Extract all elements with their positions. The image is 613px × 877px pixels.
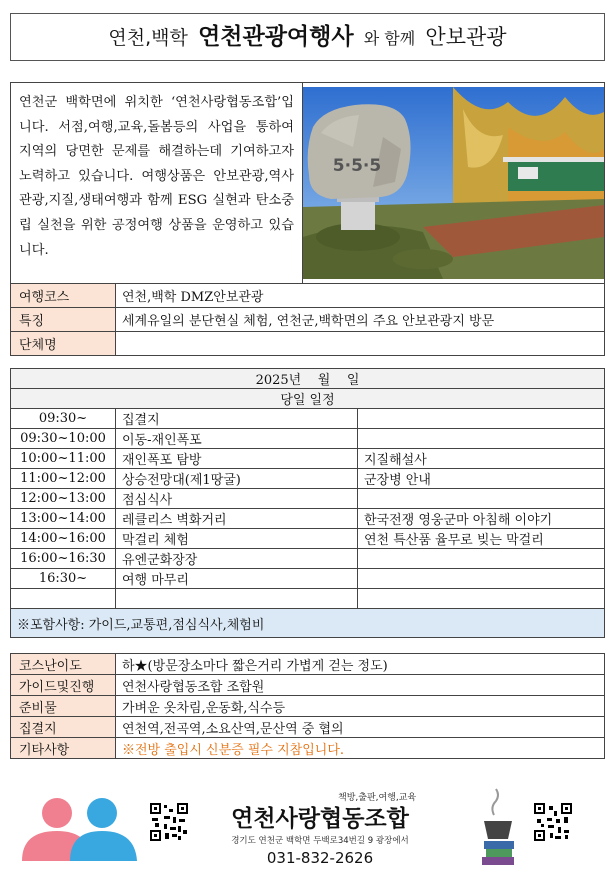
row-activity: 유엔군화장장 (116, 549, 358, 569)
title-brand: 연천관광여행사 (198, 24, 354, 50)
title-part1: 연천,백학 (108, 27, 188, 49)
row-time: 14:00~16:00 (11, 529, 116, 549)
row-activity: 이동-재인폭포 (116, 429, 358, 449)
row-activity: 여행 마무리 (116, 569, 358, 589)
people-logo-icon (22, 798, 137, 861)
row-note: 연천 특산품 율무로 빚는 막걸리 (358, 529, 605, 549)
detail-value-supplies: 가벼운 옷차림,운동화,식수등 (116, 696, 605, 717)
row-note (358, 549, 605, 569)
info-value-course: 연천,백학 DMZ안보관광 (116, 284, 605, 308)
schedule-includes: ※포함사항: 가이드,교통편,점심식사,체험비 (11, 609, 605, 638)
footer-phone: 031-832-2626 (266, 849, 374, 867)
detail-label-meeting: 집결지 (11, 717, 116, 738)
table-row (11, 489, 605, 509)
table-row (11, 429, 605, 449)
table-row (11, 409, 605, 429)
row-time: 11:00~12:00 (11, 469, 116, 489)
row-note (358, 409, 605, 429)
info-label-course: 여행코스 (11, 284, 116, 308)
detail-label-etc: 기타사항 (11, 738, 116, 759)
title-part3: 안보관광 (425, 25, 507, 49)
row-time: 10:00~11:00 (11, 449, 116, 469)
row-note (358, 429, 605, 449)
row-note: 한국전쟁 영웅군마 아침해 이야기 (358, 509, 605, 529)
row-time: 16:00~16:30 (11, 549, 116, 569)
table-row (11, 509, 605, 529)
schedule-table (10, 368, 605, 638)
table-row (11, 549, 605, 569)
row-time: 13:00~14:00 (11, 509, 116, 529)
qr-code-icon (150, 803, 188, 841)
row-note: 지질해설사 (358, 449, 605, 469)
detail-value-etc: ※전방 출입시 신분증 필수 지참입니다. (116, 738, 605, 759)
row-activity: 집결지 (116, 409, 358, 429)
footer-tagline: 책방,출판,여행,교육 (338, 793, 417, 803)
table-row (11, 569, 605, 589)
row-time: 09:30~ (11, 409, 116, 429)
info-value-feature: 세계유일의 분단현실 체험, 연천군,백학면의 주요 안보관광지 방문 (116, 308, 605, 332)
page-title (10, 13, 605, 61)
detail-value-meeting: 연천역,전곡역,소요산역,문산역 중 협의 (116, 717, 605, 738)
monument-photo (303, 83, 605, 284)
row-activity: 상승전망대(제1땅굴) (116, 469, 358, 489)
schedule-date: 2025년 월 일 (11, 369, 605, 389)
row-note: 군장병 안내 (358, 469, 605, 489)
detail-value-guide: 연천사랑협동조합 조합원 (116, 675, 605, 696)
row-note (358, 569, 605, 589)
title-part2: 와 함께 (363, 29, 416, 48)
footer-org-name: 연천사랑협동조합 (231, 806, 409, 832)
row-activity: 점심식사 (116, 489, 358, 509)
detail-value-difficulty: 하★(방문장소마다 짧은거리 가볍게 걷는 정도) (116, 654, 605, 675)
table-row (11, 469, 605, 489)
table-row (11, 589, 605, 609)
intro-description: 연천군 백학면에 위치한 ‘연천사랑협동조합’입니다. 서점,여행,교육,돌봄등의 사업을 통하여 지역의 당면한 문제를 해결하는데 기여하고자 노력하고 있습니다. 여행상품은 안보관광,역사관광,지질,생태여행과 함께 ESG 실현과 탄소중립 실천을 위한 공정여행 상품을 운영하고 있습니다. (11, 83, 303, 284)
row-note (358, 589, 605, 609)
row-note (358, 489, 605, 509)
detail-label-difficulty: 코스난이도 (11, 654, 116, 675)
details-table (10, 653, 605, 759)
qr-code-icon (534, 803, 572, 841)
intro-table (10, 82, 605, 356)
schedule-day-title: 당일 일정 (11, 389, 605, 409)
info-value-group[interactable] (116, 332, 605, 356)
row-activity: 막걸리 체험 (116, 529, 358, 549)
footer-address: 경기도 연천군 백학면 두백로34번길 9 광장에서 (231, 836, 409, 846)
detail-label-guide: 가이드및진행 (11, 675, 116, 696)
row-time: 16:30~ (11, 569, 116, 589)
row-activity (116, 589, 358, 609)
book-coffee-icon (482, 789, 514, 865)
row-activity: 레클리스 벽화거리 (116, 509, 358, 529)
table-row (11, 449, 605, 469)
row-time: 09:30~10:00 (11, 429, 116, 449)
row-activity: 재인폭포 탐방 (116, 449, 358, 469)
monument-inscription: 5·5·5 (332, 156, 382, 176)
row-time (11, 589, 116, 609)
info-label-feature: 특징 (11, 308, 116, 332)
table-row (11, 529, 605, 549)
info-label-group: 단체명 (11, 332, 116, 356)
footer (0, 783, 613, 877)
row-time: 12:00~13:00 (11, 489, 116, 509)
detail-label-supplies: 준비물 (11, 696, 116, 717)
